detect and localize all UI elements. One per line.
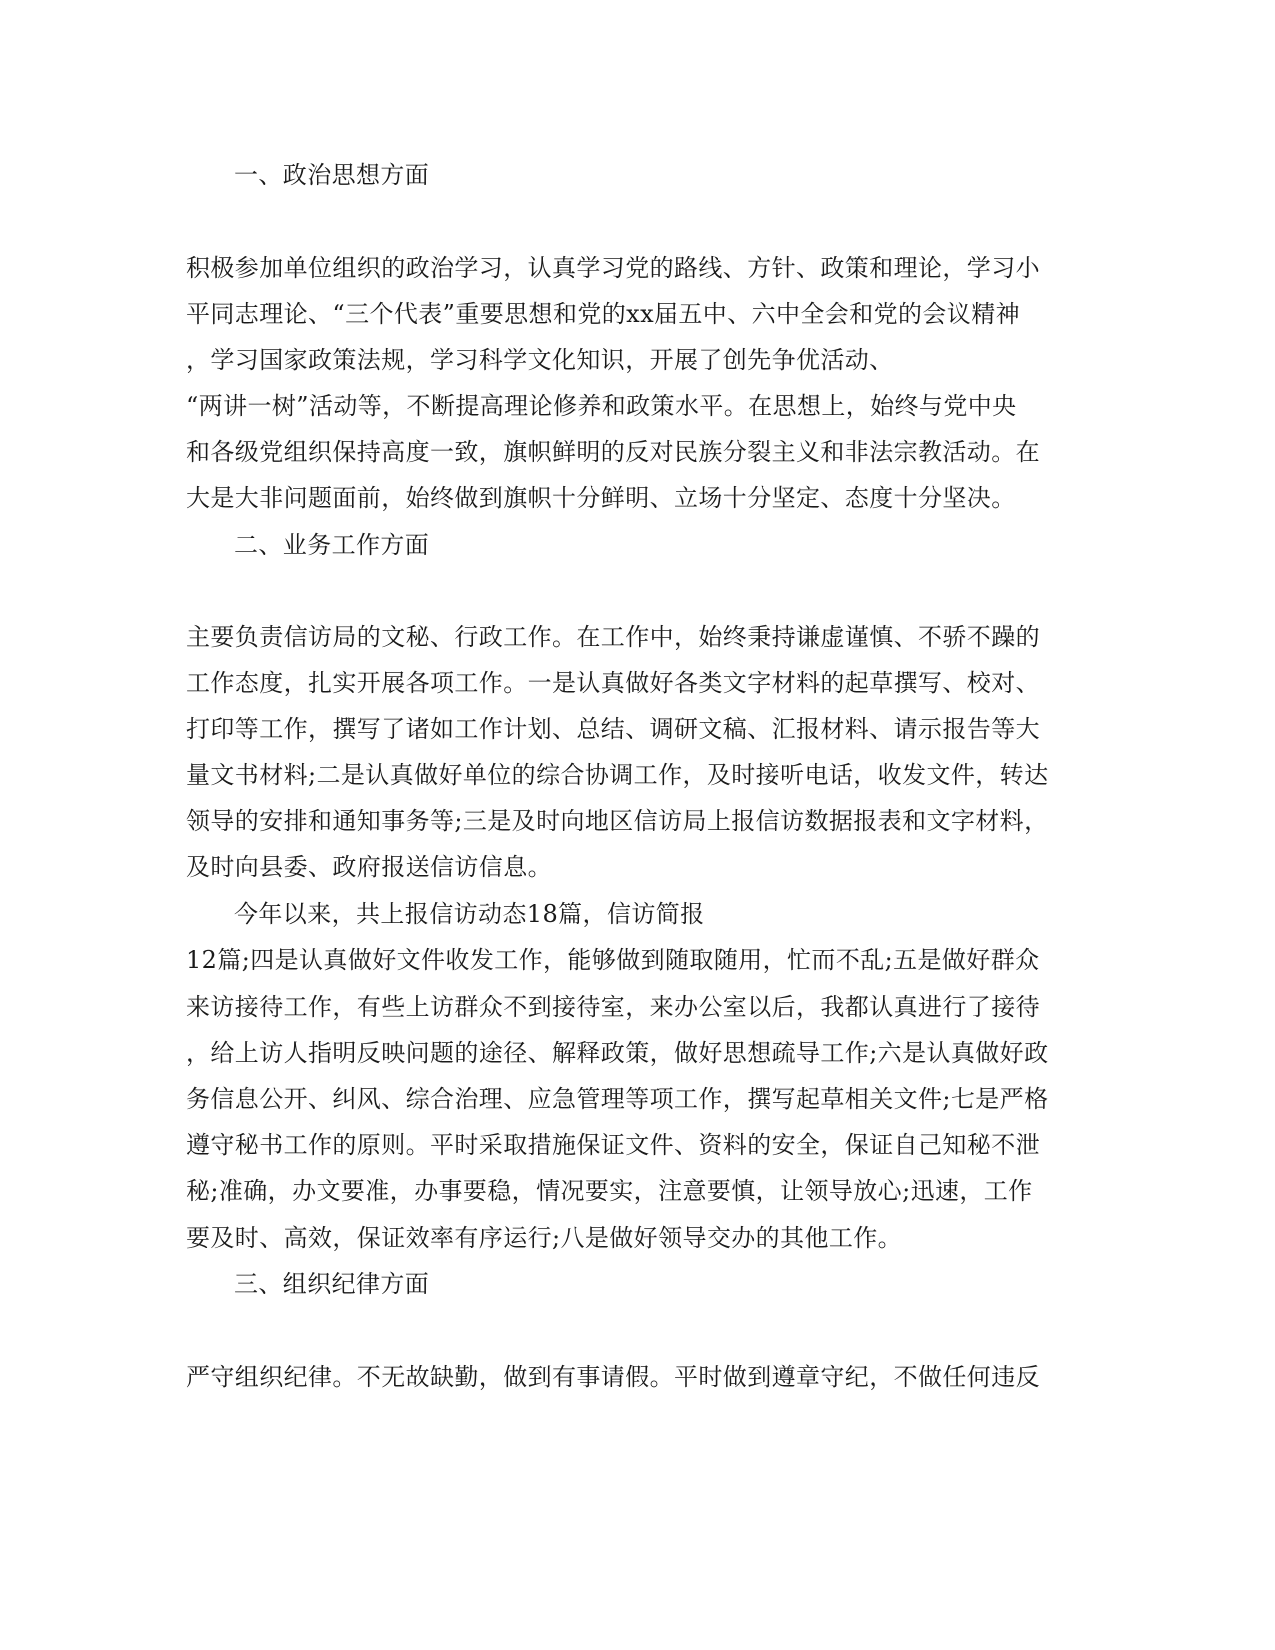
paragraph-line: “两讲一树”活动等，不断提高理论修养和政策水平。在思想上，始终与党中央 — [186, 392, 1017, 420]
paragraph-line: 大是大非问题面前，始终做到旗帜十分鲜明、立场十分坚定、态度十分坚决。 — [186, 484, 1016, 512]
paragraph-line: 量文书材料;二是认真做好单位的综合协调工作，及时接听电话，收发文件，转达 — [186, 761, 1049, 789]
paragraph-line: 严守组织纪律。不无故缺勤，做到有事请假。平时做到遵章守纪，不做任何违反 — [186, 1363, 1040, 1391]
paragraph-line: ，学习国家政策法规，学习科学文化知识，开展了创先争优活动、 — [186, 346, 894, 374]
paragraph-line: 来访接待工作，有些上访群众不到接待室，来办公室以后，我都认真进行了接待 — [186, 993, 1040, 1021]
paragraph-line: 领导的安排和通知事务等;三是及时向地区信访局上报信访数据报表和文字材料， — [186, 807, 1049, 835]
paragraph-line: 秘;准确，办文要准，办事要稳，情况要实，注意要慎，让领导放心;迅速，工作 — [186, 1177, 1033, 1205]
paragraph-line: 要及时、高效，保证效率有序运行;八是做好领导交办的其他工作。 — [186, 1224, 903, 1252]
section-heading: 一、政治思想方面 — [234, 161, 430, 189]
paragraph-line: 今年以来，共上报信访动态18篇，信访简报 — [234, 900, 705, 928]
paragraph-line: 主要负责信访局的文秘、行政工作。在工作中，始终秉持谦虚谨慎、不骄不躁的 — [186, 623, 1040, 651]
paragraph-line: 及时向县委、政府报送信访信息。 — [186, 853, 552, 881]
paragraph-line: 遵守秘书工作的原则。平时采取措施保证文件、资料的安全，保证自己知秘不泄 — [186, 1131, 1040, 1159]
section-heading: 三、组织纪律方面 — [234, 1270, 430, 1298]
section-heading: 二、业务工作方面 — [234, 531, 430, 559]
paragraph-line: 务信息公开、纠风、综合治理、应急管理等项工作，撰写起草相关文件;七是严格 — [186, 1085, 1049, 1113]
paragraph-line: 和各级党组织保持高度一致，旗帜鲜明的反对民族分裂主义和非法宗教活动。在 — [186, 438, 1040, 466]
paragraph-line: 打印等工作，撰写了诸如工作计划、总结、调研文稿、汇报材料、请示报告等大 — [186, 715, 1040, 743]
paragraph-line: 工作态度，扎实开展各项工作。一是认真做好各类文字材料的起草撰写、校对、 — [186, 669, 1040, 697]
paragraph-line: 平同志理论、“三个代表”重要思想和党的xx届五中、六中全会和党的会议精神 — [186, 300, 1021, 328]
paragraph-line: 12篇;四是认真做好文件收发工作，能够做到随取随用，忙而不乱;五是做好群众 — [186, 946, 1040, 974]
paragraph-line: ，给上访人指明反映问题的途径、解释政策，做好思想疏导工作;六是认真做好政 — [186, 1039, 1049, 1067]
paragraph-line: 积极参加单位组织的政治学习，认真学习党的路线、方针、政策和理论，学习小 — [186, 254, 1040, 282]
